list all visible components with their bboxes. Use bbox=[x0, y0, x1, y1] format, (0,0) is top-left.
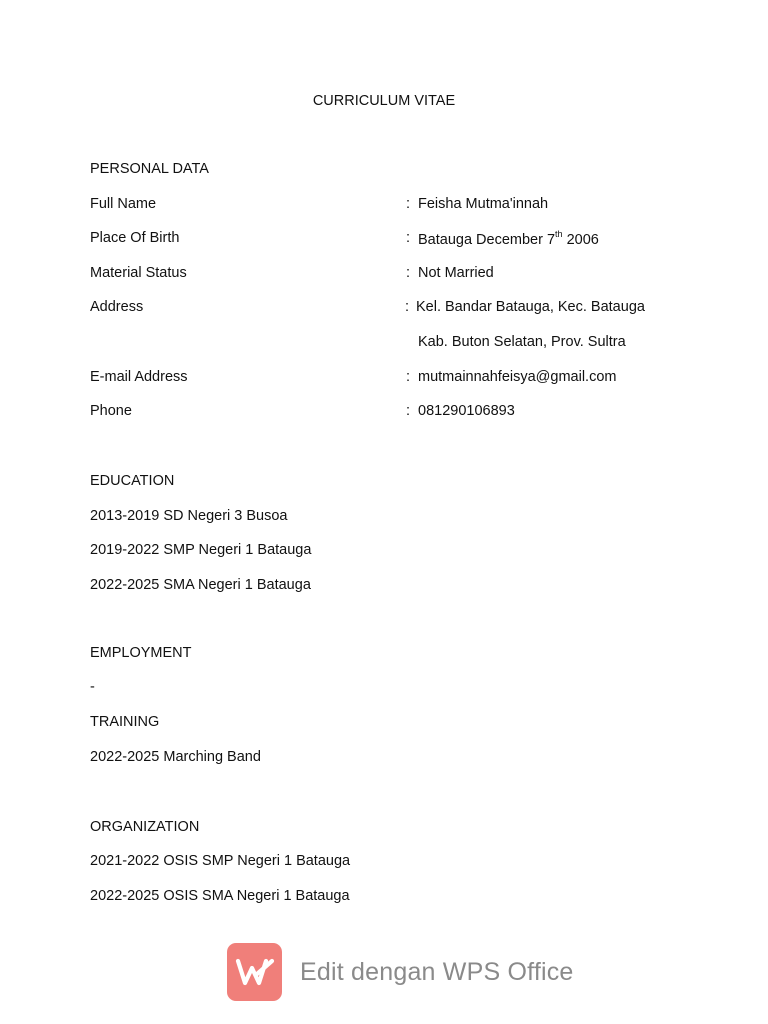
colon-separator: : bbox=[406, 403, 411, 419]
training-heading: TRAINING bbox=[90, 714, 160, 730]
colon-separator: : bbox=[406, 196, 411, 212]
training-item: 2022-2025 Marching Band bbox=[90, 749, 261, 765]
organization-item: 2022-2025 OSIS SMA Negeri 1 Batauga bbox=[90, 888, 350, 904]
birth-value-date: Batauga December 7 bbox=[418, 231, 556, 248]
edit-with-wps-label: Edit dengan WPS Office bbox=[300, 957, 574, 986]
birth-value-ordinal: th bbox=[555, 229, 563, 239]
full-name-label: Full Name bbox=[90, 196, 157, 212]
address-line-2: Kab. Buton Selatan, Prov. Sultra bbox=[418, 334, 626, 350]
marital-status-label: Material Status bbox=[90, 265, 187, 281]
employment-heading: EMPLOYMENT bbox=[90, 645, 192, 661]
colon-separator: : bbox=[406, 230, 411, 246]
education-heading: EDUCATION bbox=[90, 473, 175, 489]
education-item: 2013-2019 SD Negeri 3 Busoa bbox=[90, 508, 288, 524]
personal-data-heading: PERSONAL DATA bbox=[90, 161, 209, 177]
phone-value: 081290106893 bbox=[418, 403, 515, 419]
marital-status-value: Not Married bbox=[418, 265, 494, 281]
address-line-1: Kel. Bandar Batauga, Kec. Batauga bbox=[416, 299, 645, 315]
edit-with-wps-banner[interactable] bbox=[227, 943, 574, 1001]
colon-separator: : bbox=[406, 369, 411, 385]
document-title: CURRICULUM VITAE bbox=[312, 93, 456, 109]
address-label: Address bbox=[90, 299, 144, 315]
wps-office-logo-icon bbox=[227, 943, 282, 1001]
birth-label: Place Of Birth bbox=[90, 230, 180, 246]
colon-separator: : bbox=[406, 265, 411, 281]
education-item: 2022-2025 SMA Negeri 1 Batauga bbox=[90, 577, 311, 593]
organization-heading: ORGANIZATION bbox=[90, 819, 200, 835]
education-item: 2019-2022 SMP Negeri 1 Batauga bbox=[90, 542, 312, 558]
birth-value bbox=[418, 230, 599, 248]
birth-value-year: 2006 bbox=[562, 231, 599, 248]
phone-label: Phone bbox=[90, 403, 132, 419]
colon-separator: : bbox=[405, 299, 410, 315]
full-name-value: Feisha Mutma'innah bbox=[418, 196, 549, 212]
email-label: E-mail Address bbox=[90, 369, 188, 385]
organization-item: 2021-2022 OSIS SMP Negeri 1 Batauga bbox=[90, 853, 351, 869]
employment-item: - bbox=[90, 679, 95, 695]
email-value: mutmainnahfeisya@gmail.com bbox=[418, 369, 617, 385]
